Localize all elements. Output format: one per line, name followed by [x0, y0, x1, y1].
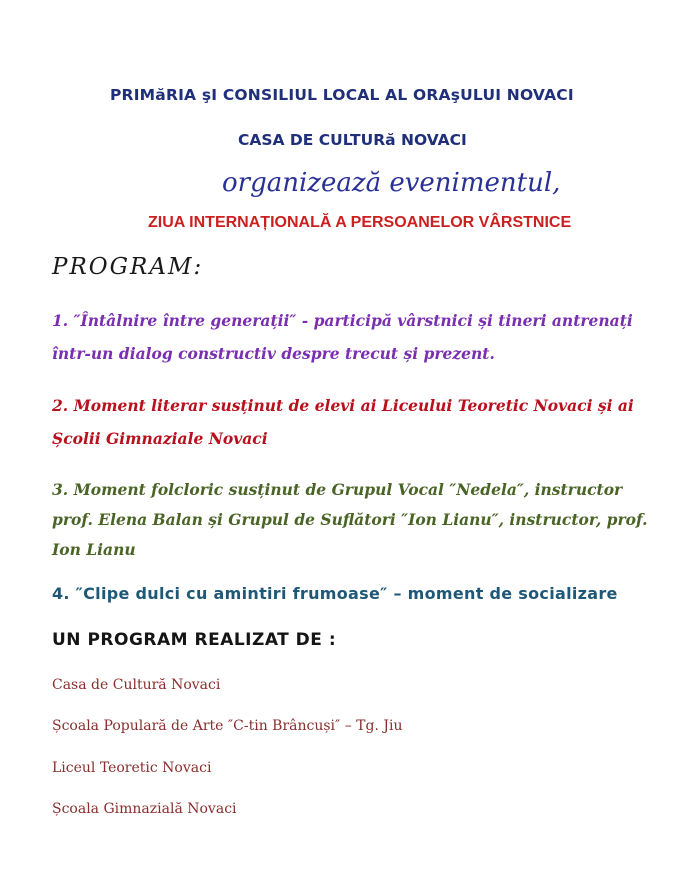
organization-item: Școala Populară de Arte ″C-tin Brâncuși″ – Tg. Jiu [52, 718, 403, 734]
program-item-2: 2. Moment literar susținut de elevi ai Liceului Teoretic Novaci și ai Școlii Gimnaziale Novaci [52, 396, 634, 448]
subtitle: organizează evenimentul, [222, 168, 561, 198]
organization-item: Școala Gimnazială Novaci [52, 801, 237, 817]
organization-item: Casa de Cultură Novaci [52, 677, 221, 693]
realized-by-title: UN PROGRAM REALIZAT DE : [52, 630, 337, 650]
program-item-1: 1. ″Întâlnire între generații″ - participă vârstnici și tineri antrenați într-un dialog constructiv despre trecut și prezent. [52, 311, 633, 363]
program-title: PROGRAM: [52, 254, 204, 280]
organizer-line: PRIMăRIA şI CONSILIUL LOCAL AL ORAşULUI NOVACI [110, 86, 574, 104]
event-name: ZIUA INTERNAȚIONALĂ A PERSOANELOR VÂRSTNICE [148, 214, 572, 231]
program-item-3: 3. Moment folcloric susținut de Grupul Vocal ″Nedela″, instructor prof. Elena Balan și Grupul de Suflători ″Ion Lianu″, instructor, prof. Ion Lianu [52, 480, 648, 559]
program-item-4: 4. ″Clipe dulci cu amintiri frumoase″ – moment de socializare [52, 584, 618, 603]
organization-item: Liceul Teoretic Novaci [52, 760, 212, 776]
house-of-culture-line: CASA DE CULTURă NOVACI [238, 131, 467, 149]
